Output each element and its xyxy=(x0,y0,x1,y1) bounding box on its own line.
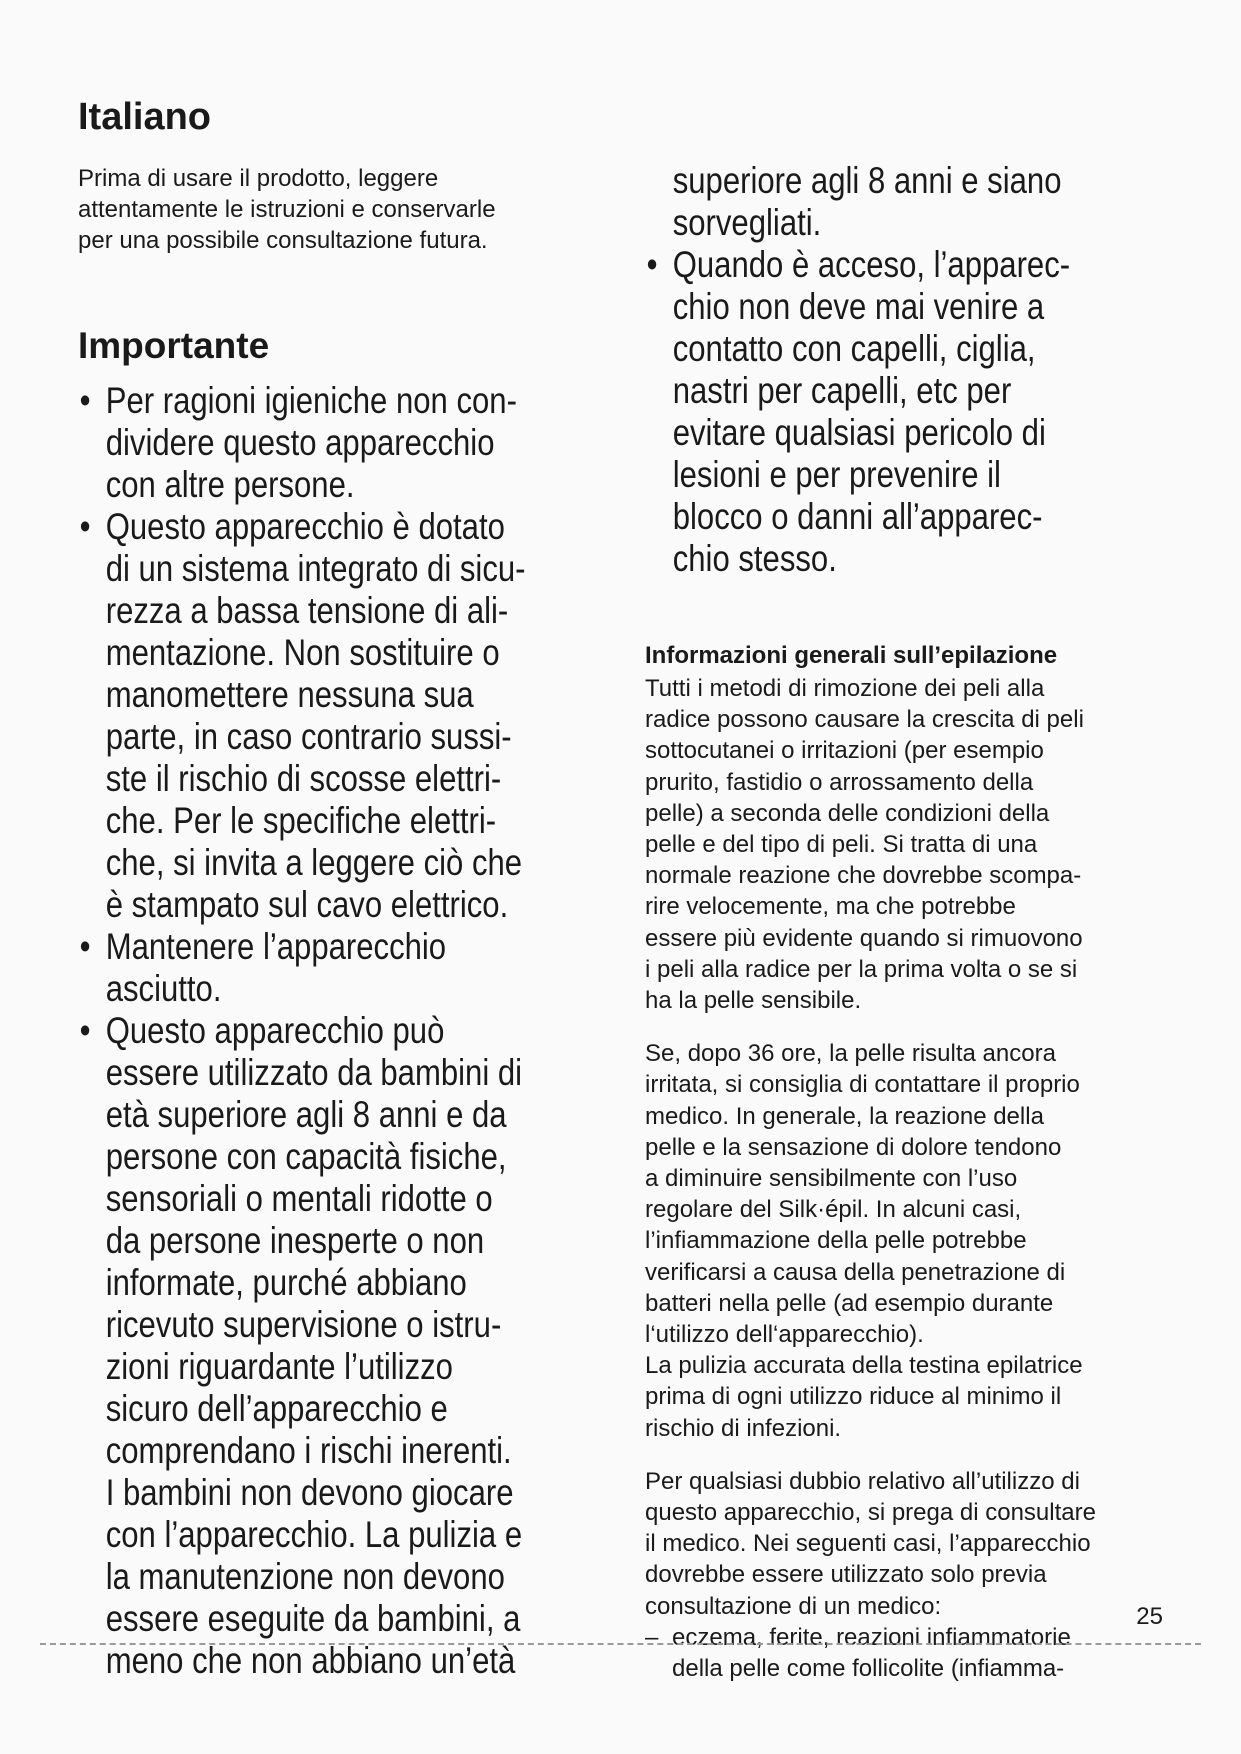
info-paragraph-3: Per qualsiasi dubbio relativo all’utilizzo di questo apparecchio, si prega di consultare il medico. Nei seguenti casi, l’apparecchio dovrebbe essere utilizzato solo previa consultazione di un medico: xyxy=(645,1467,1096,1620)
intro-text: Prima di usare il prodotto, leggere attentamente le istruzioni e conservarle per una possibile consultazione futura. xyxy=(78,164,496,254)
bullet-item-keep-dry: • Mantenere l’apparecchio asciutto. xyxy=(79,925,447,1009)
footer-rule xyxy=(40,1643,1201,1645)
bullet-item-safety-system: • Questo apparecchio è dotato di un sistema integrato di sicu- rezza a bassa tensione di ali- mentazione. Non sostituire o manomettere nessuna sua parte, in caso contrario sussi- ste il rischio di scosse elettri- che. Per le specifiche elettri- che, si invita a leggere ciò che è stampato sul cavo elettrico. xyxy=(79,505,526,925)
important-list-continued xyxy=(645,160,1183,580)
info-heading: Informazioni generali sull’epilazione xyxy=(645,642,1058,669)
info-paragraph-2: Se, dopo 36 ore, la pelle risulta ancora irritata, si consiglia di contattare il proprio medico. In generale, la reazione della pelle e la sensazione di dolore tendono a diminuire sensibilmente con l’uso regolare del Silk·épil. In alcuni casi, l’infiammazione della pelle potrebbe verificarsi a causa della penetrazione di batteri nella pelle (ad esempio durante l‘utilizzo dell‘apparecchio). La pulizia accurata della testina epilatrice prima di ogni utilizzo riduce al minimo il rischio di infezioni. xyxy=(645,1040,1083,1442)
important-list-right xyxy=(645,244,1183,580)
bullet-item-hair-contact: • Quando è acceso, l’apparec- chio non deve mai venire a contatto con capelli, ciglia, nastri per capelli, etc per evitare qualsiasi pericolo di lesioni e per prevenire il blocco o danni all’apparec- chio stesso. xyxy=(646,244,1071,579)
bullet-item-children: • Questo apparecchio può essere utilizzato da bambini di età superiore agli 8 anni e da persone con capacità fisiche, sensoriali o mentali ridotte o da persone inesperte o non informate, purché abbiano ricevuto supervisione o istru- zioni riguardante l’utilizzo sicuro dell’apparecchio e comprendano i rischi inerenti. I bambini non devono giocare con l’apparecchio. La pulizia e la manutenzione non devono essere eseguite da bambini, a meno che non abbiano un’età xyxy=(79,1009,523,1681)
left-column xyxy=(78,95,618,1682)
bullet-icon: • xyxy=(79,1009,91,1051)
dash-list-item: – eczema, ferite, reazioni infiammatorie della pelle come follicolite (infiamma- xyxy=(645,1623,1071,1683)
right-column xyxy=(645,160,1185,1684)
language-heading: Italiano xyxy=(78,96,212,138)
important-heading: Importante xyxy=(78,324,270,366)
dash-icon: – xyxy=(645,1623,659,1651)
bullet-item-hygiene: • Per ragioni igieniche non con- dividere questo apparecchio con altre persone. xyxy=(79,379,517,505)
important-list-wrapper xyxy=(78,380,616,1682)
bullet-icon: • xyxy=(646,244,658,285)
bullet-icon: • xyxy=(79,925,91,967)
bullet-icon: • xyxy=(79,505,91,547)
page-number: 25 xyxy=(1136,1603,1163,1630)
info-paragraph-1: Tutti i metodi di rimozione dei peli alla radice possono causare la crescita di peli sottocutanei o irritazioni (per esempio prurito, fastidio o arrossamento della pelle) a seconda delle condizioni della pelle e del tipo di peli. Si tratta di una normale reazione che dovrebbe scompa- rire velocemente, ma che potrebbe essere più evidente quando si rimuovono i peli alla radice per la prima volta o se si ha la pelle sensibile. xyxy=(645,675,1084,1015)
bullet-icon: • xyxy=(79,379,91,421)
bullet-continuation: superiore agli 8 anni e siano sorvegliati. xyxy=(672,160,1062,243)
important-list xyxy=(78,380,616,1682)
